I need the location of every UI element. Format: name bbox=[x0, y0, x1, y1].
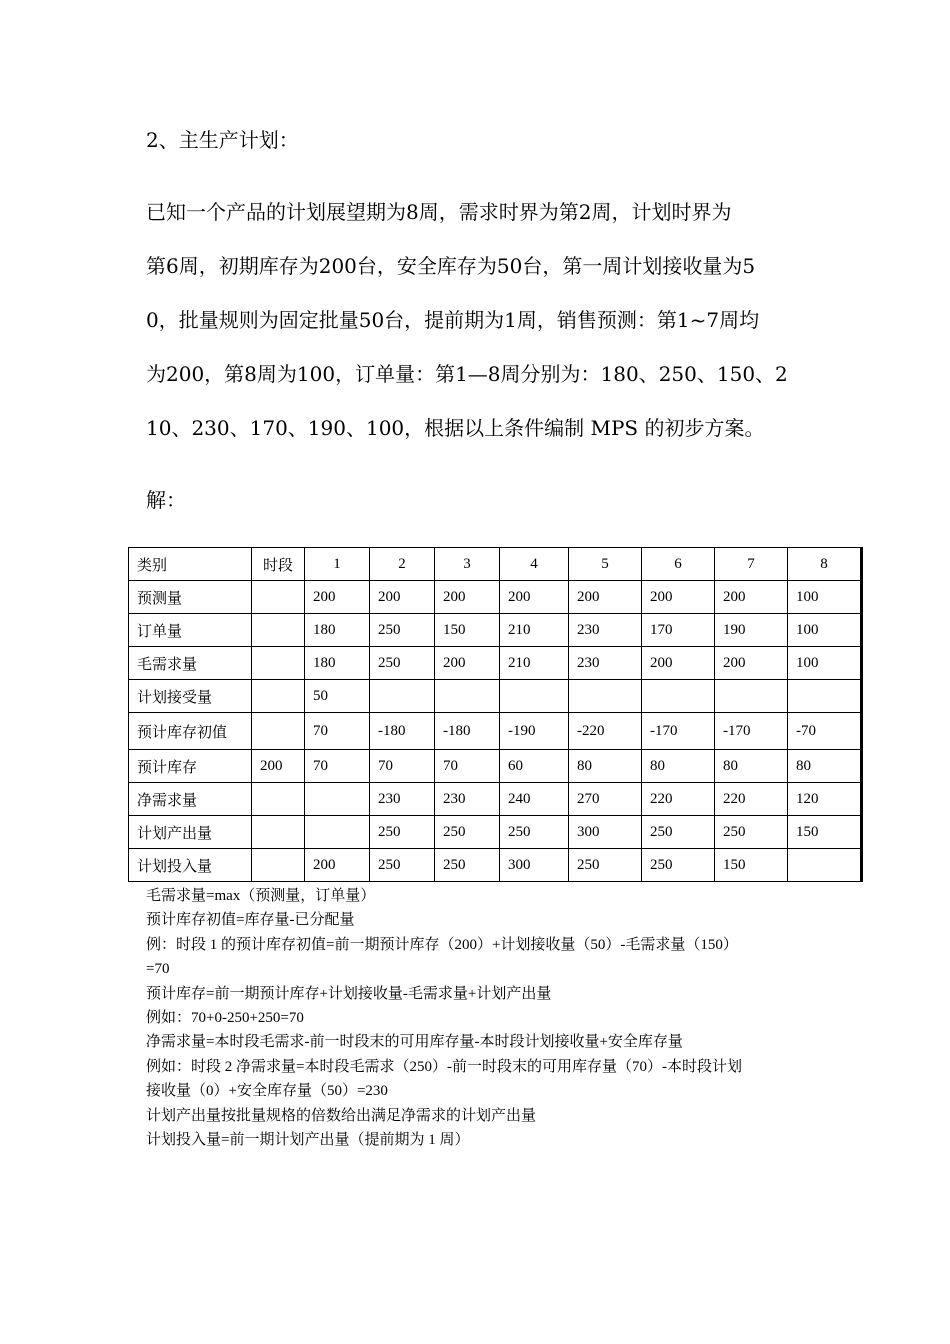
row-label-cell: 计划产出量 bbox=[129, 816, 252, 849]
table-row bbox=[129, 713, 862, 750]
table-cell: 180 bbox=[305, 647, 370, 680]
table-cell: 4 bbox=[500, 548, 569, 581]
table-row bbox=[129, 849, 862, 882]
note-line: 净需求量=本时段毛需求-前一时段末的可用库存量-本时段计划接收量+安全库存量 bbox=[146, 1034, 683, 1051]
table-cell: 240 bbox=[500, 783, 569, 816]
table-cell: 200 bbox=[305, 581, 370, 614]
table-cell: 250 bbox=[715, 816, 788, 849]
problem-line: 为200，第8周为100，订单量：第1—8周分别为：180、250、150、2 bbox=[146, 362, 788, 386]
table-cell: 230 bbox=[569, 647, 642, 680]
table-cell: 1 bbox=[305, 548, 370, 581]
table-cell: 3 bbox=[435, 548, 500, 581]
note-line: 毛需求量=max（预测量，订单量） bbox=[146, 888, 376, 904]
table-cell: -170 bbox=[642, 713, 715, 750]
table-cell bbox=[788, 680, 862, 713]
table-cell: 80 bbox=[569, 750, 642, 783]
table-cell: 80 bbox=[642, 750, 715, 783]
row-label-cell: 预计库存 bbox=[129, 750, 252, 783]
note-line: 预计库存初值=库存量-已分配量 bbox=[146, 912, 355, 929]
table-cell: 150 bbox=[435, 614, 500, 647]
table-cell bbox=[305, 783, 370, 816]
problem-line: 0，批量规则为固定批量50台，提前期为1周，销售预测：第1~7周均 bbox=[146, 308, 760, 332]
table-cell: 170 bbox=[642, 614, 715, 647]
table-cell bbox=[435, 680, 500, 713]
table-cell: 70 bbox=[305, 750, 370, 783]
table-cell: 100 bbox=[788, 647, 862, 680]
table-cell bbox=[252, 849, 305, 882]
table-cell: 200 bbox=[305, 849, 370, 882]
problem-line: 第6周，初期库存为200台，安全库存为50台，第一周计划接收量为5 bbox=[146, 254, 756, 278]
table-cell bbox=[370, 680, 435, 713]
table-cell: 250 bbox=[642, 849, 715, 882]
table-header-row bbox=[129, 548, 862, 581]
row-label-cell: 类别 bbox=[129, 548, 252, 581]
table-cell: 250 bbox=[642, 816, 715, 849]
table-cell bbox=[252, 680, 305, 713]
table-cell: 2 bbox=[370, 548, 435, 581]
table-cell: 200 bbox=[435, 647, 500, 680]
table-cell: 时段 bbox=[252, 548, 305, 581]
table-cell: 200 bbox=[715, 647, 788, 680]
table-cell: 250 bbox=[500, 816, 569, 849]
table-cell bbox=[305, 816, 370, 849]
table-cell: 200 bbox=[370, 581, 435, 614]
row-label-cell: 订单量 bbox=[129, 614, 252, 647]
table-cell: 150 bbox=[715, 849, 788, 882]
table-cell: 200 bbox=[435, 581, 500, 614]
table-cell: 250 bbox=[370, 614, 435, 647]
table-cell: 6 bbox=[642, 548, 715, 581]
table-cell: 300 bbox=[500, 849, 569, 882]
note-line: 例如：时段 2 净需求量=本时段毛需求（250）-前一时段末的可用库存量（70）-本时段计划 bbox=[146, 1058, 742, 1075]
table-cell: 250 bbox=[370, 849, 435, 882]
mps-table bbox=[128, 547, 863, 882]
row-label-cell: 预计库存初值 bbox=[129, 713, 252, 750]
table-cell: 200 bbox=[500, 581, 569, 614]
table-cell: 180 bbox=[305, 614, 370, 647]
table-cell: 250 bbox=[569, 849, 642, 882]
solution-label: 解： bbox=[146, 488, 186, 512]
table-cell: 250 bbox=[370, 816, 435, 849]
table-cell: 150 bbox=[788, 816, 862, 849]
table-cell: 190 bbox=[715, 614, 788, 647]
note-line: =70 bbox=[146, 961, 170, 978]
table-cell: 200 bbox=[569, 581, 642, 614]
note-line: 计划投入量=前一期计划产出量（提前期为 1 周） bbox=[146, 1131, 470, 1148]
table-cell: 200 bbox=[642, 581, 715, 614]
row-label-cell: 毛需求量 bbox=[129, 647, 252, 680]
table-cell: 60 bbox=[500, 750, 569, 783]
table-cell bbox=[252, 816, 305, 849]
table-cell: 100 bbox=[788, 581, 862, 614]
row-label-cell: 净需求量 bbox=[129, 783, 252, 816]
table-cell: 300 bbox=[569, 816, 642, 849]
problem-line: 已知一个产品的计划展望期为8周，需求时界为第2周，计划时界为 bbox=[146, 200, 732, 224]
table-cell: 230 bbox=[569, 614, 642, 647]
row-label-cell: 预测量 bbox=[129, 581, 252, 614]
table-cell: 70 bbox=[370, 750, 435, 783]
table-row bbox=[129, 816, 862, 849]
table-cell bbox=[500, 680, 569, 713]
table-cell: 200 bbox=[642, 647, 715, 680]
formula-notes bbox=[146, 884, 826, 1152]
table-cell: 7 bbox=[715, 548, 788, 581]
table-row bbox=[129, 581, 862, 614]
note-line: 例如：70+0-250+250=70 bbox=[146, 1009, 304, 1026]
table-cell: 250 bbox=[370, 647, 435, 680]
table-cell bbox=[252, 614, 305, 647]
table-cell: 200 bbox=[715, 581, 788, 614]
table-cell bbox=[252, 783, 305, 816]
table-cell: 50 bbox=[305, 680, 370, 713]
problem-statement bbox=[146, 188, 816, 458]
table-cell: 100 bbox=[788, 614, 862, 647]
row-label-cell: 计划接受量 bbox=[129, 680, 252, 713]
table-cell bbox=[569, 680, 642, 713]
table-cell: 230 bbox=[435, 783, 500, 816]
table-row bbox=[129, 680, 862, 713]
table-cell: 200 bbox=[252, 750, 305, 783]
table-cell: 5 bbox=[569, 548, 642, 581]
table-cell bbox=[252, 581, 305, 614]
table-cell: -190 bbox=[500, 713, 569, 750]
table-cell: 270 bbox=[569, 783, 642, 816]
table-row bbox=[129, 647, 862, 680]
section-heading: 2、主生产计划： bbox=[146, 128, 299, 152]
note-line: 接收量（0）+安全库存量（50）=230 bbox=[146, 1083, 388, 1100]
table-cell: 120 bbox=[788, 783, 862, 816]
table-cell: 250 bbox=[435, 816, 500, 849]
table-cell bbox=[252, 713, 305, 750]
table-cell: 250 bbox=[435, 849, 500, 882]
table-cell: 210 bbox=[500, 614, 569, 647]
table-cell: -220 bbox=[569, 713, 642, 750]
table-cell: 70 bbox=[305, 713, 370, 750]
table-cell: 220 bbox=[715, 783, 788, 816]
table-cell bbox=[715, 680, 788, 713]
table-cell bbox=[642, 680, 715, 713]
row-label-cell: 计划投入量 bbox=[129, 849, 252, 882]
note-line: 预计库存=前一期预计库存+计划接收量-毛需求量+计划产出量 bbox=[146, 985, 552, 1002]
table-cell: -180 bbox=[370, 713, 435, 750]
note-line: 计划产出量按批量规格的倍数给出满足净需求的计划产出量 bbox=[146, 1107, 537, 1124]
table-row bbox=[129, 783, 862, 816]
problem-line: 10、230、170、190、100，根据以上条件编制 MPS 的初步方案。 bbox=[146, 416, 765, 440]
table-cell: -170 bbox=[715, 713, 788, 750]
table-cell: 210 bbox=[500, 647, 569, 680]
table-cell: 230 bbox=[370, 783, 435, 816]
table-cell: 8 bbox=[788, 548, 862, 581]
table-cell bbox=[252, 647, 305, 680]
table-row bbox=[129, 750, 862, 783]
table-row bbox=[129, 614, 862, 647]
table-cell: 220 bbox=[642, 783, 715, 816]
table-cell: 70 bbox=[435, 750, 500, 783]
note-line: 例：时段 1 的预计库存初值=前一期预计库存（200）+计划接收量（50）-毛需求量（150） bbox=[146, 936, 738, 953]
table-cell: -180 bbox=[435, 713, 500, 750]
table-cell: 80 bbox=[788, 750, 862, 783]
table-cell bbox=[788, 849, 862, 882]
table-cell: -70 bbox=[788, 713, 862, 750]
table-cell: 80 bbox=[715, 750, 788, 783]
